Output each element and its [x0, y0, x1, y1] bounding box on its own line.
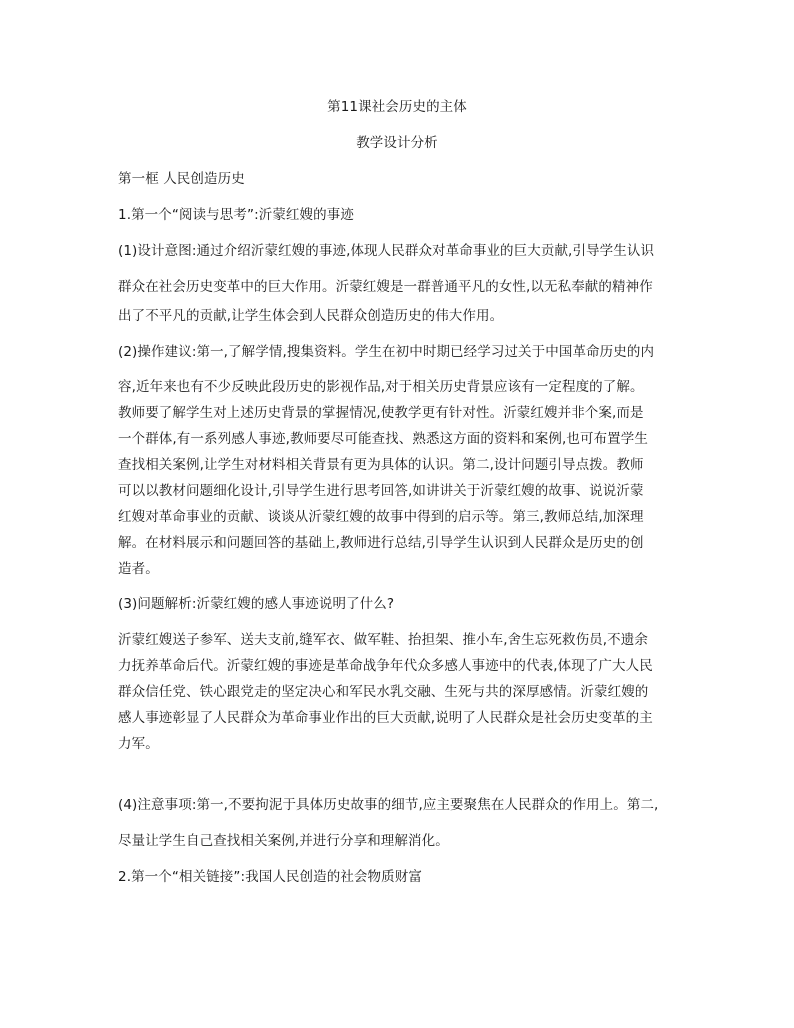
paragraph-line: 可以以教材问题细化设计,引导学生进行思考回答,如讲讲关于沂蒙红嫂的故事、说说沂蒙 — [118, 483, 644, 499]
item1-heading: 1.第一个“阅读与思考”:沂蒙红嫂的事迹 — [118, 207, 354, 223]
paragraph-line: 感人事迹彰显了人民群众为革命事业作出的巨大贡献,说明了人民群众是社会历史变革的主 — [118, 710, 653, 726]
paragraph-line: 教师要了解学生对上述历史背景的掌握情况,使教学更有针对性。沂蒙红嫂并非个案,而是 — [118, 405, 644, 421]
paragraph-line: 沂蒙红嫂送子参军、送夫支前,缝军衣、做军鞋、抬担架、推小车,舍生忘死救伤员,不遗余 — [118, 632, 648, 648]
paragraph-line: 一个群体,有一系列感人事迹,教师要尽可能查找、熟悉这方面的资料和案例,也可布置学生 — [118, 431, 648, 447]
paragraph-line: (1)设计意图:通过介绍沂蒙红嫂的事迹,体现人民群众对革命事业的巨大贡献,引导学生认识 — [118, 243, 655, 259]
paragraph-line: 群众信任党、铁心跟党走的坚定决心和军民水乳交融、生死与共的深厚感情。沂蒙红嫂的 — [118, 684, 649, 700]
paragraph-line: 力抚养革命后代。沂蒙红嫂的事迹是革命战争年代众多感人事迹中的代表,体现了广大人民 — [118, 658, 653, 674]
paragraph-line: (2)操作建议:第一,了解学情,搜集资料。学生在初中时期已经学习过关于中国革命历史的内 — [118, 344, 655, 360]
paragraph-line: 查找相关案例,让学生对材料相关背景有更为具体的认识。第二,设计问题引导点拨。教师 — [118, 457, 644, 473]
paragraph-line: 力军。 — [118, 736, 159, 752]
paragraph-line: 红嫂对革命事业的贡献、谈谈从沂蒙红嫂的故事中得到的启示等。第三,教师总结,加深理 — [118, 509, 644, 525]
paragraph-line: 解。在材料展示和问题回答的基础上,教师进行总结,引导学生认识到人民群众是历史的创 — [118, 535, 644, 551]
document-subtitle: 教学设计分析 — [356, 135, 438, 151]
item2-heading: 2.第一个“相关链接”:我国人民创造的社会物质财富 — [118, 869, 422, 885]
paragraph-line: 造者。 — [118, 561, 159, 577]
paragraph-line: 群众在社会历史变革中的巨大作用。沂蒙红嫂是一群普通平凡的女性,以无私奉献的精神作 — [118, 279, 653, 295]
paragraph-line: 容,近年来也有不少反映此段历史的影视作品,对于相关历史背景应该有一定程度的了解。 — [118, 379, 644, 395]
section-heading: 第一框 人民创造历史 — [118, 171, 245, 187]
paragraph-line: (4)注意事项:第一,不要拘泥于具体历史故事的细节,应主要聚焦在人民群众的作用上。第二, — [118, 797, 659, 813]
paragraph-line: (3)问题解析:沂蒙红嫂的感人事迹说明了什么? — [118, 596, 395, 612]
paragraph-line: 出了不平凡的贡献,让学生体会到人民群众创造历史的伟大作用。 — [118, 308, 504, 324]
document-title: 第11课社会历史的主体 — [327, 99, 467, 115]
paragraph-line: 尽量让学生自己查找相关案例,并进行分享和理解消化。 — [118, 833, 449, 849]
